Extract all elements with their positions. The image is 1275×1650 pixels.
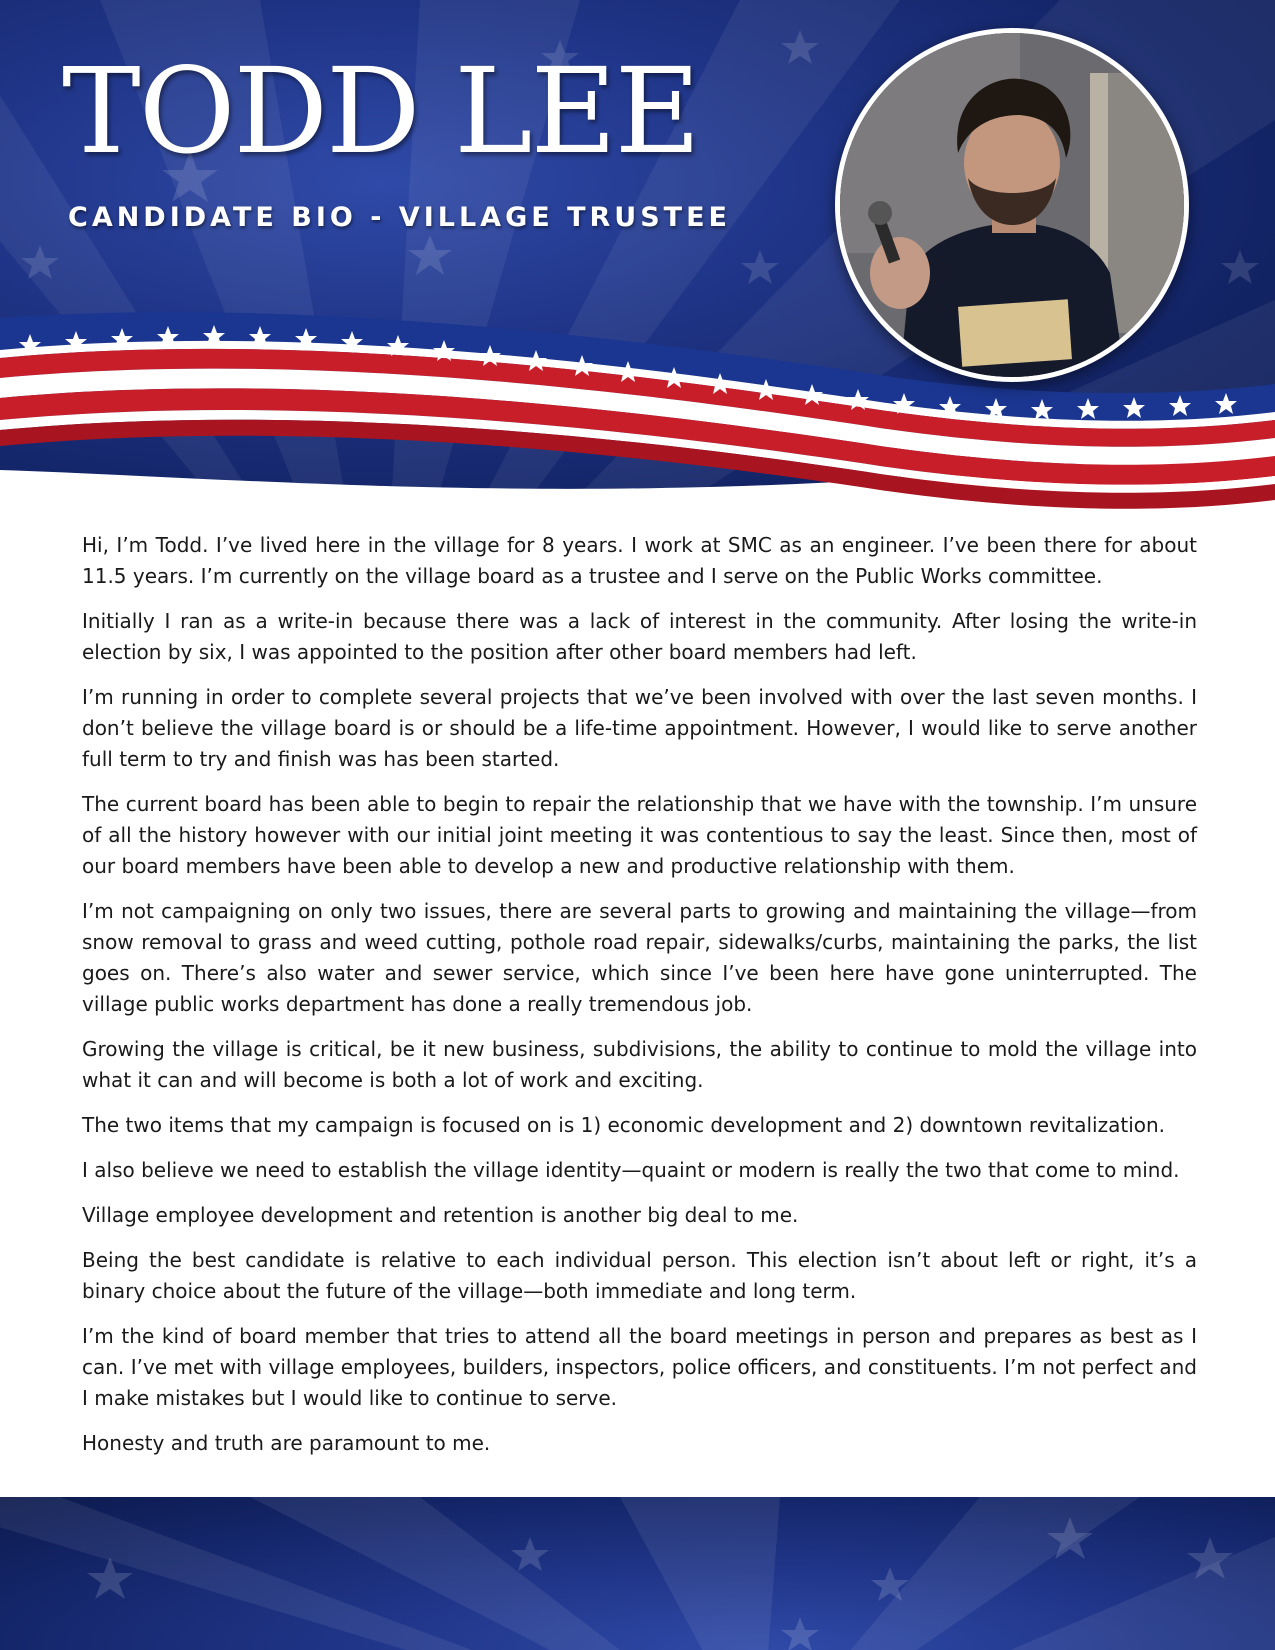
bio-paragraph-6: Growing the village is critical, be it new business, subdivisions, the ability to continue to mold the village into what it can and will become is both a lot of work and exciting.	[82, 1037, 1197, 1092]
bio-paragraph-1: Hi, I’m Todd. I’ve lived here in the village for 8 years. I work at SMC as an engineer. I’ve been there for about 11.5 years. I’m currently on the village board as a trustee and I serve on the Public Works committee.	[82, 533, 1197, 588]
candidate-photo	[835, 28, 1189, 382]
candidate-portrait-illustration	[840, 33, 1184, 377]
header-banner	[0, 0, 1275, 520]
bio-paragraph-4: The current board has been able to begin to repair the relationship that we have with the township. I’m unsure of all the history however with our initial joint meeting it was contentious to say the least. Since then, most of our board members have been able to develop a new and productive relationship with them.	[82, 792, 1197, 878]
bio-paragraph-10: Being the best candidate is relative to each individual person. This election isn’t about left or right, it’s a binary choice about the future of the village—both immediate and long term.	[82, 1248, 1197, 1303]
footer-banner	[0, 1497, 1275, 1650]
bio-paragraph-5: I’m not campaigning on only two issues, there are several parts to growing and maintaining the village—from snow removal to grass and weed cutting, pothole road repair, sidewalks/curbs, maintaining the parks, the list goes on. There’s also water and sewer service, which since I’ve been here have gone uninterrupted. The village public works department has done a really tremendous job.	[82, 899, 1197, 1016]
bio-paragraph-12: Honesty and truth are paramount to me.	[82, 1431, 491, 1455]
bio-paragraph-2: Initially I ran as a write-in because there was a lack of interest in the community. After losing the write-in election by six, I was appointed to the position after other board members had left.	[82, 609, 1197, 664]
footer-ray-background	[0, 1497, 1275, 1650]
candidate-name: TODD LEE	[62, 42, 699, 180]
bio-paragraph-11: I’m the kind of board member that tries to attend all the board meetings in person and prepares as best as I can. I’ve met with village employees, builders, inspectors, police officers, and constituents. I’m not perfect and I make mistakes but I would like to continue to serve.	[82, 1324, 1197, 1410]
bio-paragraph-7: The two items that my campaign is focused on is 1) economic development and 2) downtown revitalization.	[82, 1113, 1166, 1137]
bio-paragraph-8: I also believe we need to establish the village identity—quaint or modern is really the two that come to mind.	[82, 1158, 1180, 1182]
bio-paragraph-3: I’m running in order to complete several projects that we’ve been involved with over the last seven months. I don’t believe the village board is or should be a life-time appointment. However, I would like to serve another full term to try and finish was has been started.	[82, 685, 1197, 771]
candidate-subtitle: CANDIDATE BIO - VILLAGE TRUSTEE	[68, 202, 731, 233]
bio-paragraph-9: Village employee development and retention is another big deal to me.	[82, 1203, 799, 1227]
bio-text	[82, 530, 1197, 1473]
